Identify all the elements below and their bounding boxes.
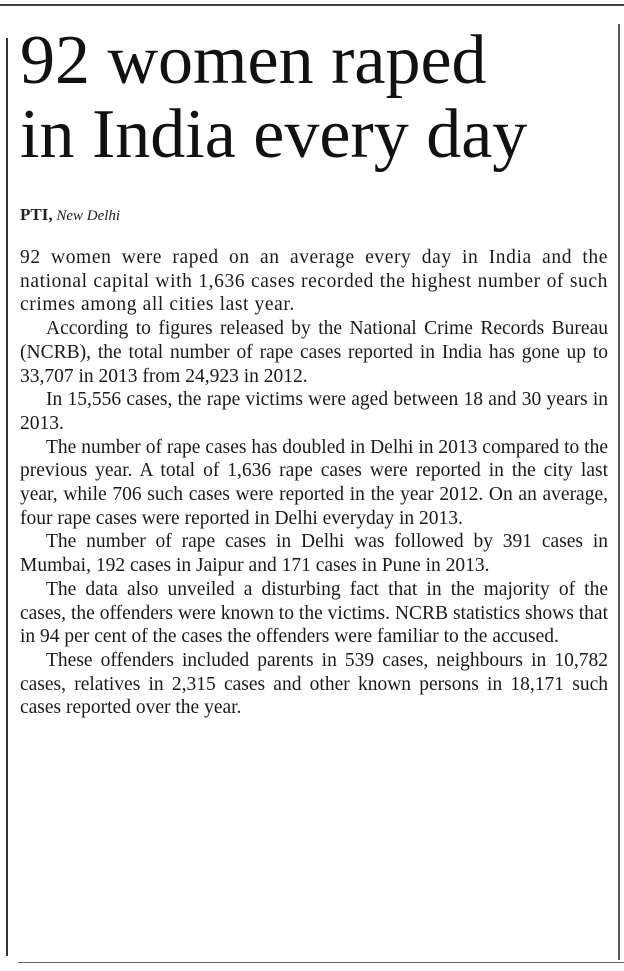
top-rule bbox=[0, 4, 624, 6]
byline-agency: PTI, bbox=[20, 205, 53, 224]
right-rule bbox=[618, 24, 620, 960]
article-body bbox=[20, 246, 608, 720]
headline bbox=[20, 24, 616, 172]
paragraph-1: 92 women were raped on an average every day in India and the national capital with 1,636 cases recorded the highest number of such crimes among all cities last year. bbox=[20, 247, 608, 316]
paragraph-5: The number of rape cases in Delhi was followed by 391 cases in Mumbai, 192 cases in Jaipur and 171 cases in Pune in 2013. bbox=[20, 531, 608, 577]
headline-line-2: in India every day bbox=[20, 96, 528, 173]
paragraph-4: The number of rape cases has doubled in Delhi in 2013 compared to the previous year. A total of 1,636 rape cases were reported in the city last year, while 706 such cases were reported in the year 2012. On an average, four rape cases were reported in Delhi everyday in 2013. bbox=[20, 436, 608, 529]
paragraph-3: In 15,556 cases, the rape victims were aged between 18 and 30 years in 2013. bbox=[20, 389, 608, 434]
paragraph-7: These offenders included parents in 539 cases, neighbours in 10,782 cases, relatives in 2,315 cases and other known persons in 18,171 such cases reported over the year. bbox=[20, 649, 608, 719]
left-rule bbox=[6, 38, 8, 956]
paragraph-2: According to figures released by the National Crime Records Bureau (NCRB), the total number of rape cases reported in India has gone up to 33,707 in 2013 from 24,923 in 2012. bbox=[20, 318, 608, 387]
bottom-rule bbox=[18, 962, 624, 963]
byline bbox=[20, 205, 120, 225]
headline-line-1: 92 women raped bbox=[20, 22, 487, 99]
paragraph-6: The data also unveiled a disturbing fact that in the majority of the cases, the offenders were known to the victims. NCRB statistics shows that in 94 per cent of the cases the offenders were familiar to the accused. bbox=[20, 578, 608, 648]
byline-location: New Delhi bbox=[56, 208, 121, 224]
